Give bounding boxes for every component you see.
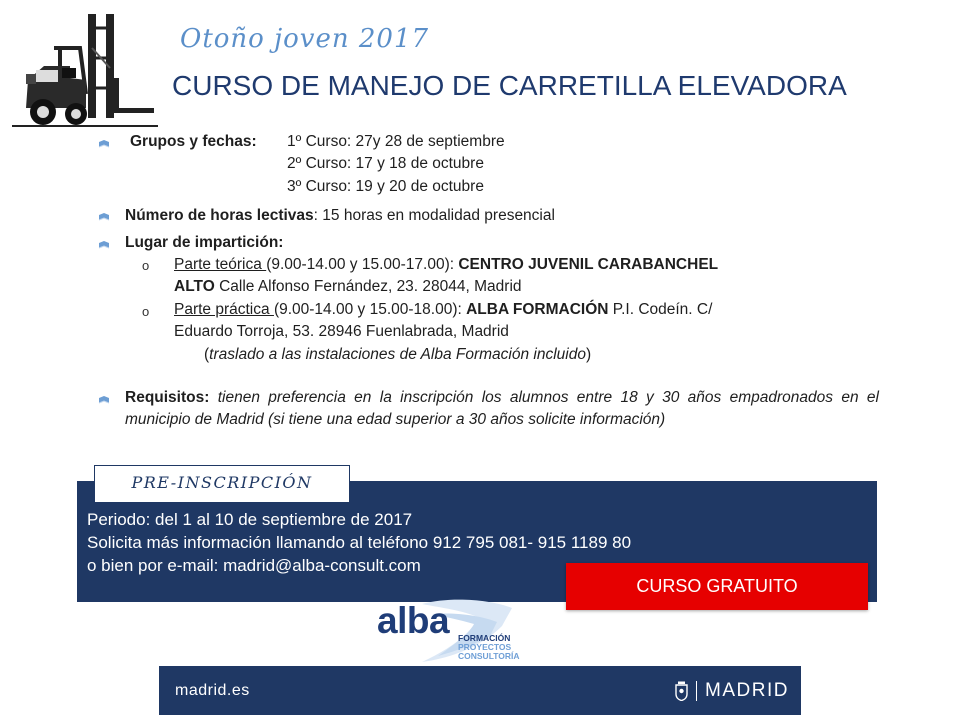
- book-bullet-icon: [98, 395, 110, 405]
- alba-logo-subtitle: [458, 634, 520, 661]
- practica-address-1: P.I. Codeín. C/: [608, 301, 713, 318]
- horas-row: [125, 205, 555, 227]
- grupo-line-3: 3º Curso: 19 y 20 de octubre: [287, 178, 484, 195]
- practica-place: ALBA FORMACIÓN: [466, 301, 609, 318]
- teorica-link: Parte teórica: [174, 256, 267, 273]
- preinscripcion-tab: [94, 465, 350, 503]
- teorica-address: Calle Alfonso Fernández, 23. 28044, Madrid: [214, 278, 522, 295]
- preinscripcion-tab-label: PRE-INSCRIPCIÓN: [131, 473, 313, 492]
- grupo-line-2: 2º Curso: 17 y 18 de octubre: [287, 155, 484, 172]
- telefono-text: Solicita más información llamando al teléfono 912 795 081- 915 1189 80: [87, 533, 632, 552]
- list-marker: o: [142, 258, 150, 273]
- alba-logo-line-1: FORMACIÓN: [458, 633, 511, 643]
- lugar-label: Lugar de impartición:: [125, 234, 284, 251]
- teorica-place: CENTRO JUVENIL CARABANCHEL: [458, 256, 719, 273]
- book-bullet-icon: [98, 139, 110, 149]
- practica-address-2: Eduardo Torroja, 53. 28946 Fuenlabrada, Madrid: [174, 323, 509, 340]
- teorica-times: (9.00-14.00 y 15.00-17.00):: [266, 256, 459, 273]
- madrid-logo: [674, 680, 789, 702]
- practica-note-text: traslado a las instalaciones de Alba Formación incluido: [209, 346, 586, 363]
- forklift-icon: [10, 8, 160, 130]
- note-paren-close: ): [585, 346, 592, 363]
- event-subtitle: Otoño joven 2017: [180, 24, 430, 54]
- madrid-es-link[interactable]: madrid.es: [175, 682, 250, 699]
- teorica-place-2: ALTO: [174, 278, 215, 295]
- book-bullet-icon: [98, 212, 110, 222]
- periodo-text: Periodo: del 1 al 10 de septiembre de 2017: [87, 510, 413, 529]
- requisitos-label: Requisitos:: [125, 389, 210, 406]
- grupos-label: Grupos y fechas:: [130, 133, 257, 150]
- list-marker: o: [142, 304, 150, 319]
- horas-label: Número de horas lectivas: [125, 207, 314, 224]
- requisitos-text: tienen preferencia en la inscripción los alumnos entre 18 y 30 años empadronados en el municipio de Madrid (si tiene una edad superior a 30 años solicite información): [125, 389, 879, 428]
- grupo-line-1: 1º Curso: 27y 28 de septiembre: [287, 133, 505, 150]
- note-paren-open: (: [204, 346, 210, 363]
- horas-text: : 15 horas en modalidad presencial: [313, 207, 555, 224]
- madrid-logo-text: MADRID: [705, 680, 789, 701]
- requisitos-paragraph: [125, 387, 879, 431]
- teorica-line-1: [174, 254, 718, 276]
- logo-separator: [696, 681, 697, 701]
- practica-link: Parte práctica: [174, 301, 274, 318]
- alba-logo-line-3: CONSULTORÍA: [458, 651, 520, 661]
- alba-logo-line-2: PROYECTOS: [458, 642, 512, 652]
- book-bullet-icon: [98, 240, 110, 250]
- alba-logo-word: alba: [377, 600, 450, 641]
- madrid-crest-icon: [674, 681, 689, 701]
- practica-times: (9.00-14.00 y 15.00-18.00):: [273, 301, 467, 318]
- teorica-line-2: [174, 276, 522, 298]
- practica-note: [204, 344, 591, 366]
- page-title: CURSO DE MANEJO DE CARRETILLA ELEVADORA: [172, 70, 847, 101]
- curso-gratuito-button[interactable]: CURSO GRATUITO: [566, 563, 868, 610]
- practica-line-1: [174, 299, 712, 321]
- email-text: o bien por e-mail: madrid@alba-consult.com: [87, 556, 421, 575]
